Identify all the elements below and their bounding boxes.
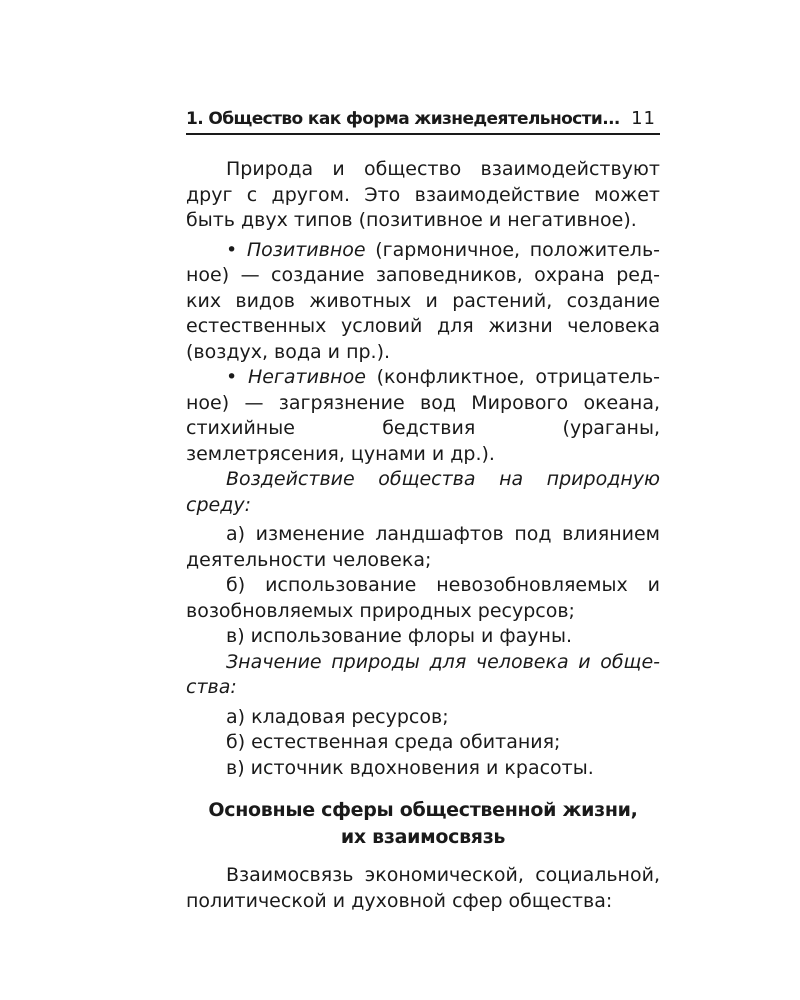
book-page <box>186 108 660 914</box>
value-item-b: б) естественная среда обитания; <box>226 731 561 753</box>
running-header <box>186 108 660 135</box>
impact-heading: Воздействие общества на природную среду: <box>186 468 660 516</box>
bullet-marker: • <box>226 366 248 388</box>
bullet-negative <box>186 365 660 467</box>
negative-label: Негативное <box>247 366 366 388</box>
page-number: 11 <box>631 108 656 129</box>
chapter-title: 1. Общество как форма жизнедеятельности... <box>186 109 620 129</box>
section-title-line1: Основные сферы общественной жизни, <box>208 799 638 821</box>
body-text <box>186 157 660 914</box>
section-title-line2: их взаимосвязь <box>340 826 506 848</box>
positive-label: Позитивное <box>246 238 366 261</box>
impact-item-b: б) использование невозобновляемых и возобновляемых природных ресурсов; <box>186 574 660 622</box>
paragraph-closing: Взаимосвязь экономической, социальной, политической и духовной сфер общества: <box>186 864 660 912</box>
impact-item-c: в) использование флоры и фауны. <box>226 625 572 647</box>
value-item-c: в) источник вдохновения и красоты. <box>226 756 594 779</box>
value-heading: Значение природы для человека и общества: <box>186 650 660 698</box>
negative-text: (конфликтное, отрицательное) — загрязнение вод Мирового океана, стихийные бедствия (ураганы, землетрясения, цунами и др.). <box>186 366 661 465</box>
impact-item-a: а) изменение ландшафтов под влиянием деятельности человека; <box>186 523 660 571</box>
bullet-positive <box>186 238 660 366</box>
positive-text: (гармоничное, положительное) — создание заповедников, охрана редких видов животных и растений, создание естественных условий для жизни человека (воздух, вода и пр.). <box>186 238 660 363</box>
paragraph-intro: Природа и общество взаимодействуют друг с другом. Это взаимодействие может быть двух типов (позитивное и негативное). <box>186 158 660 231</box>
section-title <box>186 797 660 851</box>
value-item-a: а) кладовая ресурсов; <box>226 705 449 728</box>
bullet-marker: • <box>226 238 247 261</box>
